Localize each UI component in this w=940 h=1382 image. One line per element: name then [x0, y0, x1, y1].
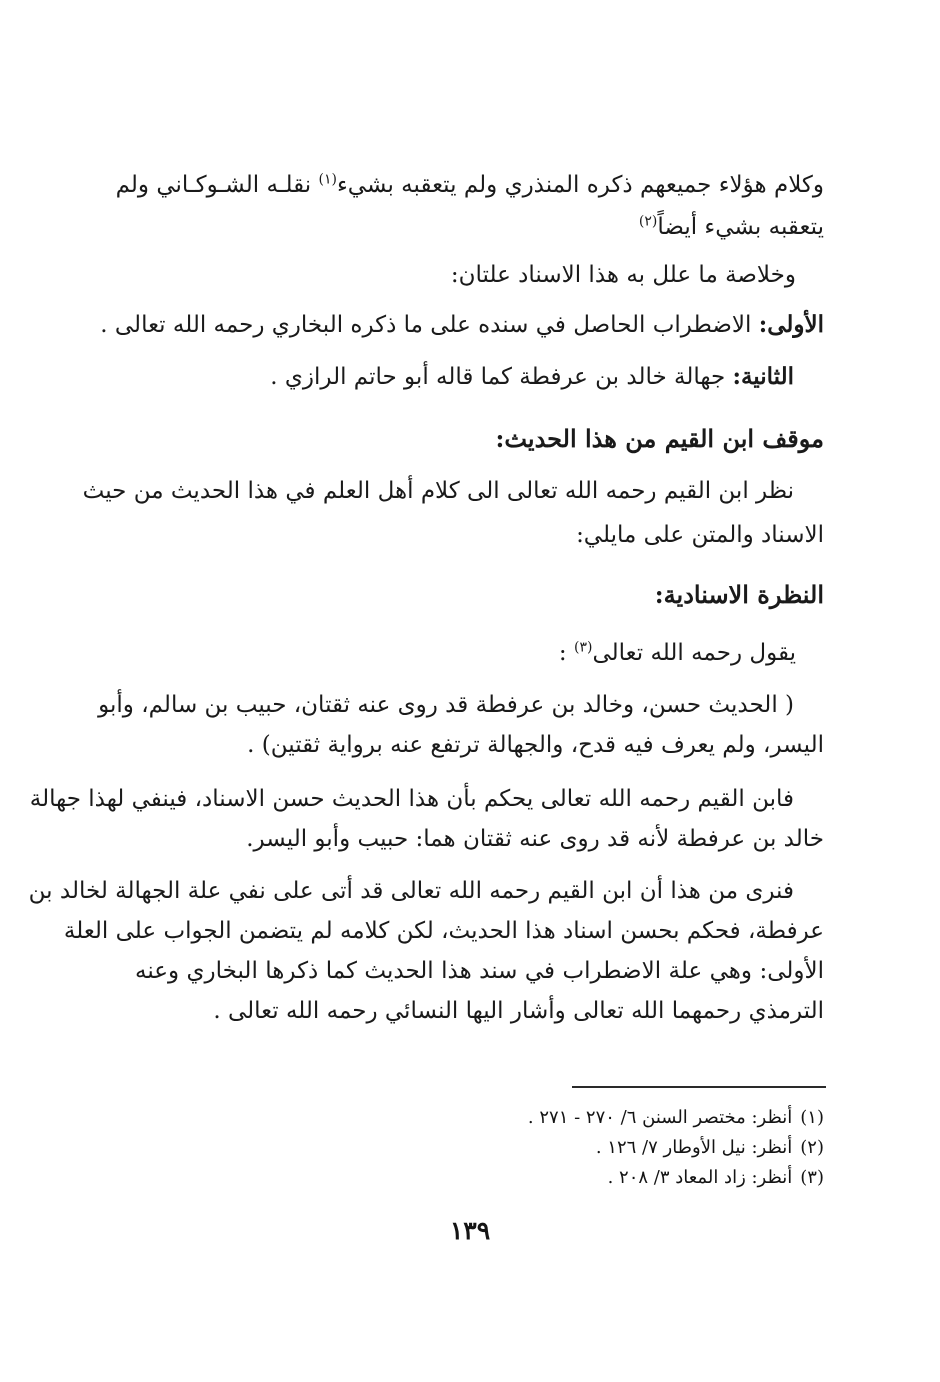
paragraph-4-line-2: خالد بن عرفطة لأنه قد روى عنه ثقتان هما: حبيب وأبو اليسر.: [246, 826, 824, 852]
quote-line-1: ( الحديث حسن، وخالد بن عرفطة قد روى عنه ثقتان، حبيب بن سالم، وأبو: [98, 692, 794, 718]
summary-line: وخلاصة ما علل به هذا الاسناد علتان:: [450, 262, 796, 288]
quote-line-2: اليسر، ولم يعرف فيه قدح، والجهالة ترتفع عنه برواية ثقتين) .: [247, 732, 824, 758]
paragraph-5-line-2: عرفطة، فحكم بحسن اسناد هذا الحديث، لكن كلامه لم يتضمن الجواب على العلة: [63, 918, 824, 944]
second-reason-label: الثانية:: [732, 363, 794, 390]
paragraph-1-line-2: يتعقبه بشيء أيضاً$^{(٢)}$: [638, 213, 824, 240]
first-reason-line: الأولى: الاضطراب الحاصل في سنده على ما ذكره البخاري رحمه الله تعالى .: [100, 311, 824, 338]
second-reason-line: الثانية: جهالة خالد بن عرفطة كما قاله أبو حاتم الرازي .: [270, 363, 794, 390]
paragraph-5-line-1: فنرى من هذا أن ابن القيم رحمه الله تعالى قد أتى على نفي علة الجهالة لخالد بن: [28, 878, 794, 904]
page-number: ١٣٩: [449, 1216, 491, 1245]
paragraph-5-line-3: الأولى: وهي علة الاضطراب في سند هذا الحديث كما ذكرها البخاري وعنه: [135, 958, 824, 984]
footnote-3-number: (٣): [800, 1167, 824, 1188]
quote-intro-line: يقول رحمه الله تعالى$^{(٣)}$ :: [558, 639, 796, 666]
footnote-ref-1: (١): [318, 171, 337, 188]
footnote-ref-2: (٢): [638, 213, 658, 230]
paragraph-5-line-4: الترمذي رحمهما الله تعالى وأشار اليها النسائي رحمه الله تعالى .: [213, 998, 824, 1024]
paragraph-2-line-1: نظر ابن القيم رحمه الله تعالى الى كلام أهل العلم في هذا الحديث من حيث: [82, 478, 794, 504]
footnote-2-text: أنظر: نيل الأوطار ٧/ ١٢٦ .: [595, 1137, 793, 1158]
footnote-divider: [572, 1086, 826, 1088]
footnote-ref-3: (٣): [573, 639, 593, 656]
footnote-1-number: (١): [800, 1107, 824, 1128]
footnote-2-number: (٢): [800, 1137, 824, 1158]
paragraph-2-line-2: الاسناد والمتن على مايلي:: [576, 522, 824, 548]
paragraph-1-line-1: وكلام هؤلاء جميعهم ذكره المنذري ولم يتعقبه بشيء$^{(١)}$ نقلـه الشـوكـاني ولم: [115, 171, 824, 198]
paragraph-4-line-1: فابن القيم رحمه الله تعالى يحكم بأن هذا الحديث حسن الاسناد، فينفي لهذا جهالة: [29, 786, 794, 812]
footnote-1: [400, 1104, 824, 1132]
footnote-3: [400, 1164, 824, 1192]
footnote-2: [400, 1134, 824, 1162]
section-heading-1: موقف ابن القيم من هذا الحديث:: [495, 424, 824, 453]
first-reason-label: الأولى:: [758, 311, 824, 338]
footnote-1-text: أنظر: مختصر السنن ٦/ ٢٧٠ - ٢٧١ .: [527, 1107, 793, 1128]
section-heading-2: النظرة الاسنادية:: [654, 580, 824, 609]
footnote-3-text: أنظر: زاد المعاد ٣/ ٢٠٨ .: [607, 1167, 793, 1188]
